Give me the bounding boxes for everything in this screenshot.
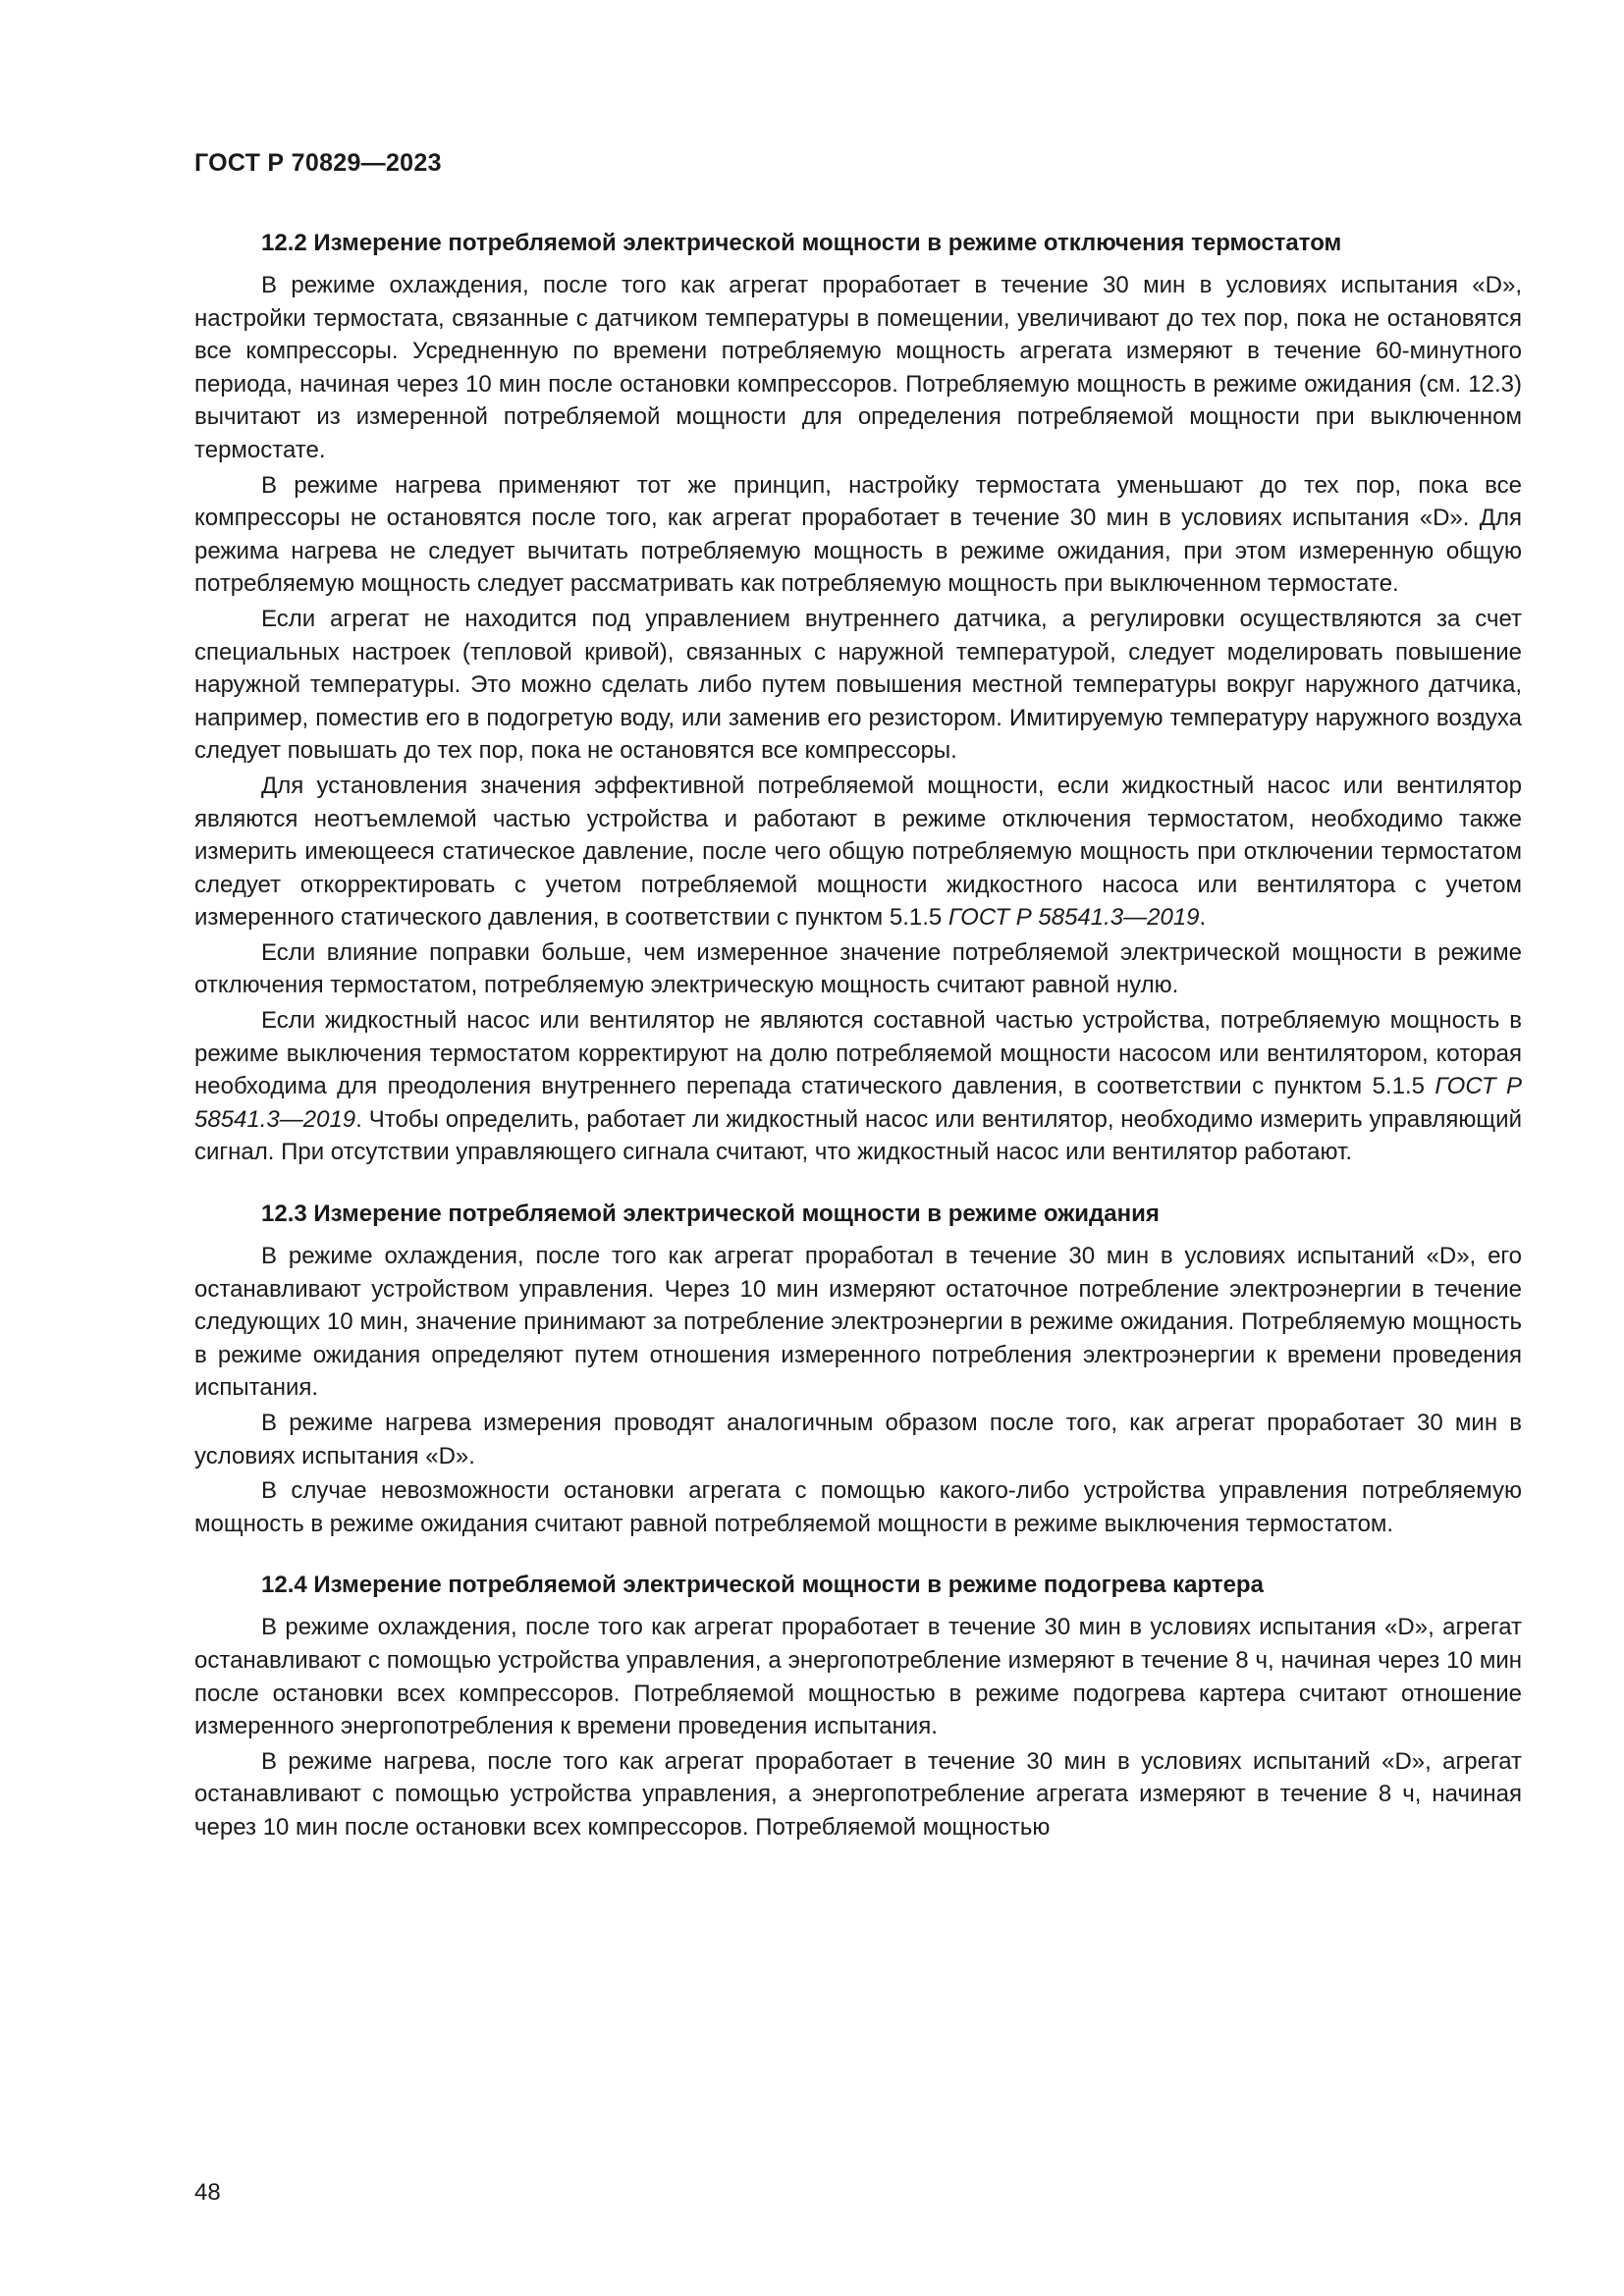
paragraph: Если влияние поправки больше, чем измеренное значение потребляемой электрической мощности в режиме отключения термостатом, потребляемую электрическую мощность считают равной нулю. (194, 938, 1522, 999)
standard-reference: ГОСТ Р 58541.3—2019 (194, 1073, 1522, 1133)
paragraph: В режиме охлаждения, после того как агрегат проработает в течение 30 мин в условиях испытания «D», агрегат останавливают с помощью устройства управления, а энергопотребление измеряют в течение 8 ч, начиная через 10 мин после остановки всех компрессоров. Потребляемой мощностью в режиме подогрева картера считают отношение измеренного энергопотребления к времени проведения испытания. (194, 1614, 1522, 1740)
document-code-header: ГОСТ Р 70829—2023 (194, 149, 442, 177)
paragraph (194, 770, 1522, 934)
paragraph: В режиме охлаждения, после того как агрегат проработал в течение 30 мин в условиях испытаний «D», его останавливают устройством управления. Через 10 мин измеряют остаточное потребление электроэнергии в течение следующих 10 мин, значение принимают за потребление электроэнергии в режиме ожидания. Потребляемую мощность в режиме ожидания определяют путем отношения измеренного потребления электроэнергии к времени проведения испытания. (194, 1243, 1522, 1402)
section-title-12-2: 12.2 Измерение потребляемой электрической мощности в режиме отключения термостатом (261, 230, 1342, 256)
standard-reference: ГОСТ Р 58541.3—2019 (947, 904, 1200, 932)
paragraph: В режиме нагрева измерения проводят аналогичным образом после того, как агрегат проработает 30 мин в условиях испытания «D». (194, 1410, 1522, 1469)
paragraph: В случае невозможности остановки агрегата с помощью какого-либо устройства управления потребляемую мощность в режиме ожидания считают равной потребляемой мощности в режиме выключения термостатом. (194, 1477, 1522, 1537)
section-title-12-3: 12.3 Измерение потребляемой электрической мощности в режиме ожидания (261, 1201, 1160, 1228)
paragraph-text: Для установления значения эффективной потребляемой мощности, если жидкостный насос или вентилятор являются неотъемлемой частью устройства и работают в режиме отключения термостатом, необходимо также измерить имеющееся статическое давление, после чего общую потребляемую мощность при отключении термостатом следует откорректировать с учетом потребляемой мощности жидкостного насоса или вентилятора с учетом измеренного статического давления, в соответствии с пунктом 5.1.5 (194, 772, 1522, 932)
paragraph: В режиме охлаждения, после того как агрегат проработает в течение 30 мин в условиях испытания «D», настройки термостата, связанные с датчиком температуры в помещении, увеличивают до тех пор, пока не остановятся все компрессоры. Усредненную по времени потребляемую мощность агрегата измеряют в течение 60-минутного периода, начиная через 10 мин после остановки компрессоров. Потребляемую мощность в режиме ожидания (см. 12.3) вычитают из измеренной потребляемой мощности для определения потребляемой мощности при выключенном термостате. (194, 272, 1522, 463)
paragraph (194, 1004, 1522, 1169)
paragraph: В режиме нагрева применяют тот же принцип, настройку термостата уменьшают до тех пор, пока все компрессоры не остановятся после того, как агрегат проработает в течение 30 мин в условиях испытания «D». Для режима нагрева не следует вычитать потребляемую мощность в режиме ожидания, при этом измеренную общую потребляемую мощность следует рассматривать как потребляемую мощность при выключенном термостате. (194, 471, 1522, 598)
paragraph: В режиме нагрева, после того как агрегат проработает в течение 30 мин в условиях испытаний «D», агрегат останавливают с помощью устройства управления, а энергопотребление агрегата измеряют в течение 8 ч, начиная через 10 мин после остановки всех компрессоров. Потребляемой мощностью (194, 1747, 1522, 1841)
document-body (194, 228, 1522, 1844)
document-page (194, 0, 1522, 2296)
paragraph-text: Если жидкостный насос или вентилятор не являются составной частью устройства, потребляемую мощность в режиме выключения термостатом корректируют на долю потребляемой мощности насосом или вентилятором, которая необходима для преодоления внутреннего перепада статического давления, в соответствии с пунктом 5.1.5 (194, 1007, 1522, 1100)
page-number: 48 (194, 2179, 221, 2206)
paragraph: Если агрегат не находится под управлением внутреннего датчика, а регулировки осуществляются за счет специальных настроек (тепловой кривой), связанных с наружной температурой, следует моделировать повышение наружной температуры. Это можно сделать либо путем повышения местной температуры вокруг наружного датчика, например, поместив его в подогретую воду, или заменив его резистором. Имитируемую температуру наружного воздуха следует повышать до тех пор, пока не остановятся все компрессоры. (194, 605, 1522, 765)
paragraph-text: . (1199, 904, 1207, 932)
section-title-12-4: 12.4 Измерение потребляемой электрической мощности в режиме подогрева картера (261, 1572, 1264, 1599)
paragraph-text: . Чтобы определить, работает ли жидкостный насос или вентилятор, необходимо измерить управляющий сигнал. При отсутствии управляющего сигнала считают, что жидкостный насос или вентилятор работают. (194, 1105, 1522, 1166)
